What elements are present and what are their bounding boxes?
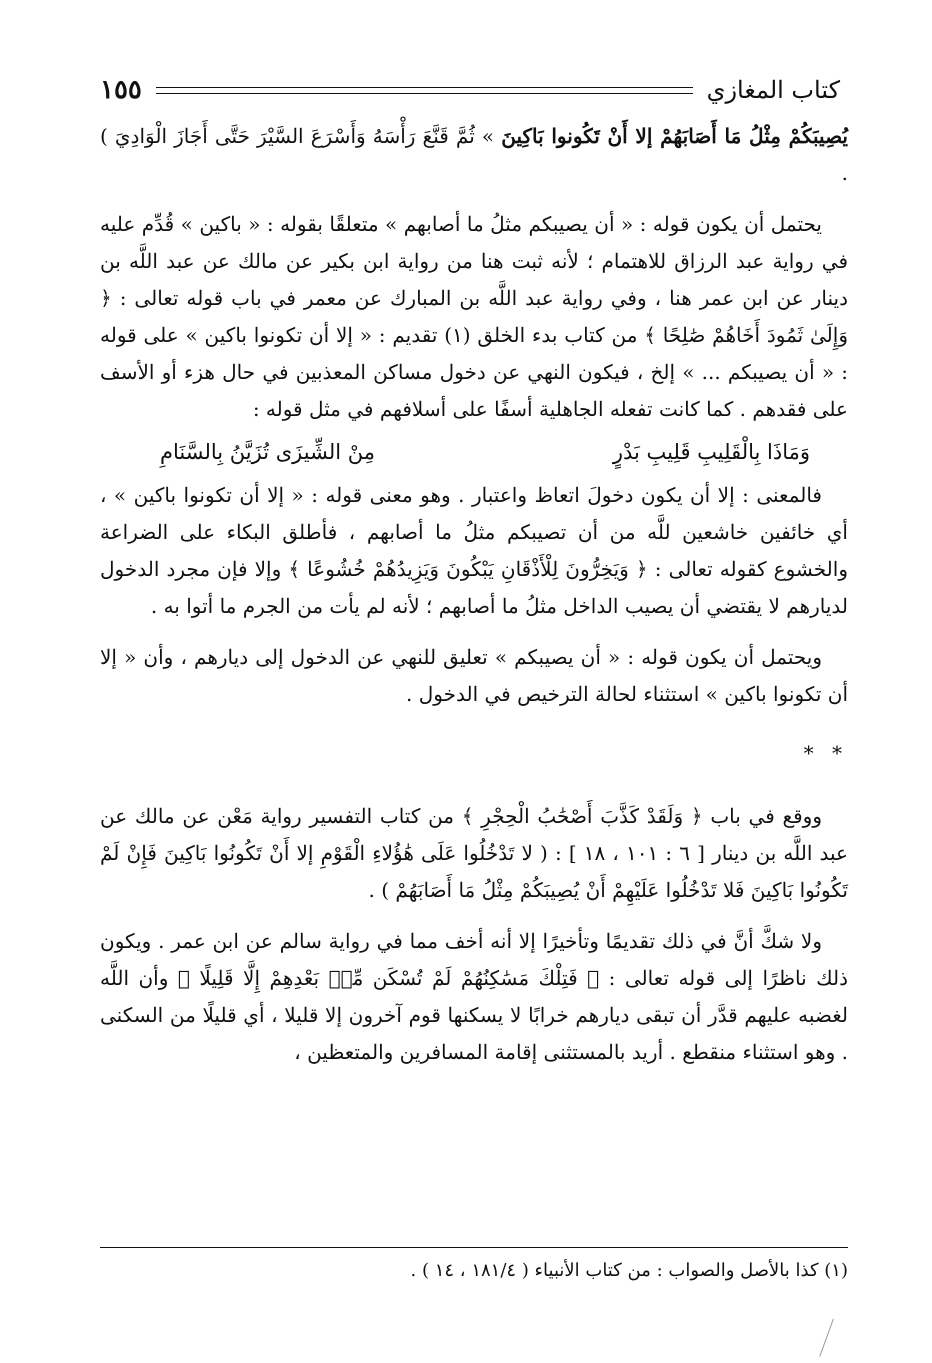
paragraph-2: يحتمل أن يكون قوله : « أن يصيبكم مثلُ ما أصابهم » متعلقًا بقوله : « باكين » قُدِّم عليه في رواية عبد الرزاق للاهتمام ؛ لأنه ثبت هنا من رواية ابن بكير عن مالك عن عبد اللَّه بن دينار عن ابن عمر هنا ، وفي رواية عبد اللَّه بن المبارك عن معمر في باب قوله تعالى : ﴿ وَإِلَىٰ ثَمُودَ أَخَاهُمْ صَٰلِحًا ﴾ من كتاب بدء الخلق (١) تقديم : « إلا أن تكونوا باكين » على قوله : « أن يصيبكم ... » إلخ ، فيكون النهي عن دخول مساكن المعذبين في حال هزء أو الأسف على فقدهم . كما كانت تفعله الجاهلية أسفًا على أسلافهم في مثل قوله : xyxy=(100,212,848,421)
poetry-verse xyxy=(100,434,848,471)
paragraph-3: فالمعنى : إلا أن يكون دخولَ اتعاظ واعتبار . وهو معنى قوله : « إلا أن تكونوا باكين » ، أي خائفين خاشعين للَّه من أن تصيبكم مثلُ ما أصابهم ، فأطلق البكاء على الضراعة والخشوع كقوله تعالى : ﴿ وَيَخِرُّونَ لِلْأَذْقَانِ يَبْكُونَ وَيَزِيدُهُمْ خُشُوعًا ﴾ وإلا فإن مجرد الدخول لديارهم لا يقتضي أن يصيب الداخل مثلُ ما أصابهم ؛ لأنه لم يأت من الجرم ما أتوا به . xyxy=(100,483,848,618)
paragraph-6: ولا شكَّ أنَّ في ذلك تقديمًا وتأخيرًا إلا أنه أخف مما في رواية سالم عن ابن عمر . ويكون ذلك ناظرًا إلى قوله تعالى : ﴿ فَتِلْكَ مَسَٰكِنُهُمْ لَمْ تُسْكَن مِّنۢ بَعْدِهِمْ إِلَّا قَلِيلًا ﴾ وأن اللَّه لغضبه عليهم قدَّر أن تبقى ديارهم خرابًا لا يسكنها قوم آخرون إلا قليلا ، أي قليلًا من السكنى . وهو استثناء منقطع . أريد بالمستثنى إقامة المسافرين والمتعظين ، xyxy=(100,929,848,1064)
chapter-title: كتاب المغازي xyxy=(706,76,840,104)
verse-first-hemistich: وَمَاذَا بِالْقَلِيبِ قَلِيبِ بَدْرٍ xyxy=(612,440,810,464)
hadith-text: يُصِيبَكُمْ مِثْلُ مَا أَصَابَهُمْ إلا أَنْ تَكُونوا بَاكِينَ xyxy=(501,124,848,148)
scan-mark xyxy=(819,1319,835,1358)
header-rule xyxy=(156,87,693,94)
paragraph-1-rest: » ثُمَّ قَنَّعَ رَأْسَهُ وَأَسْرَعَ السَّيْرَ حَتَّى أَجَازَ الْوَادِيَ ) . xyxy=(100,124,848,185)
verse-second-hemistich: مِنْ الشِّيزَى تُزَيَّنُ بِالسَّنَامِ xyxy=(160,440,375,464)
section-separator: * * xyxy=(803,741,848,765)
footnote: (١) كذا بالأصل والصواب : من كتاب الأنبياء ( ١٨١/٤ ، ١٤ ) . xyxy=(410,1260,848,1281)
paragraph-1 xyxy=(100,118,848,192)
paragraph-4: ويحتمل أن يكون قوله : « أن يصيبكم » تعليق للنهي عن الدخول إلى ديارهم ، وأن « إلا أن تكونوا باكين » استثناء لحالة الترخيص في الدخول . xyxy=(100,645,848,706)
page-header xyxy=(100,70,840,110)
page-number: ١٥٥ xyxy=(100,75,142,105)
footnote-rule xyxy=(100,1247,848,1248)
paragraph-5: ووقع في باب ﴿ وَلَقَدْ كَذَّبَ أَصْحَٰبُ الْحِجْرِ ﴾ من كتاب التفسير رواية مَعْن عن مالك عن عبد اللَّه بن دينار [ ٦ : ١٠١ ، ١٨ ] : ( لا تَدْخُلُوا عَلَى هَٰؤُلاءِ الْقَوْمِ إلا أَنْ تَكُونُوا بَاكِينَ فَإِنْ لَمْ تَكُونُوا بَاكِينَ فَلا تَدْخُلُوا عَلَيْهِمْ أَنْ يُصِيبَكُمْ مِثْلُ مَا أَصَابَهُمْ ) . xyxy=(100,804,848,902)
page-body xyxy=(100,118,848,1085)
